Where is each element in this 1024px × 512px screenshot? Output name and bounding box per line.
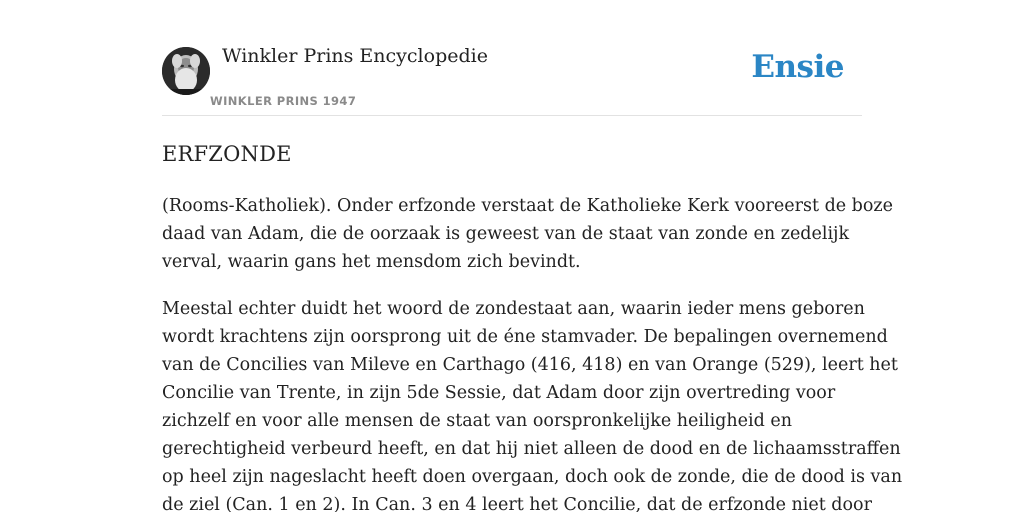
paragraph-line: zichzelf en voor alle mensen de staat van oorspronkelijke heiligheid en [162, 411, 792, 431]
paragraph-line: gerechtigheid verbeurd heeft, en dat hij niet alleen de dood en de lichaamsstraffen [162, 439, 901, 459]
site-title[interactable]: Winkler Prins Encyclopedie [222, 45, 488, 67]
paragraph-line: wordt krachtens zijn oorsprong uit de éne stamvader. De bepalingen overnemend [162, 327, 888, 347]
paragraph-line: (Rooms-Katholiek). Onder erfzonde verstaat de Katholieke Kerk vooreerst de boze [162, 196, 894, 216]
header [162, 0, 862, 116]
article-paragraph [162, 192, 894, 276]
ensie-logo[interactable]: Ensie [751, 49, 844, 85]
paragraph-line: op heel zijn nageslacht heeft doen overgaan, doch ook de zonde, die de dood is van [162, 467, 903, 487]
paragraph-line: verval, waarin gans het mensdom zich bevindt. [162, 252, 581, 272]
author-avatar[interactable] [162, 47, 210, 95]
paragraph-line: daad van Adam, die de oorzaak is geweest van de staat van zonde en zedelijk [162, 224, 850, 244]
paragraph-line: van de Concilies van Mileve en Carthago (416, 418) en van Orange (529), leert het [162, 355, 898, 375]
article-paragraph [162, 295, 903, 512]
source-label[interactable]: WINKLER PRINS 1947 [210, 94, 357, 108]
paragraph-line: Meestal echter duidt het woord de zondestaat aan, waarin ieder mens geboren [162, 299, 865, 319]
paragraph-line: de ziel (Can. 1 en 2). In Can. 3 en 4 leert het Concilie, dat de erfzonde niet door [162, 495, 872, 512]
content-column [162, 0, 903, 512]
article-title: ERFZONDE [162, 142, 292, 166]
paragraph-line: Concilie van Trente, in zijn 5de Sessie, dat Adam door zijn overtreding voor [162, 383, 836, 403]
author-portrait-icon [162, 47, 210, 95]
